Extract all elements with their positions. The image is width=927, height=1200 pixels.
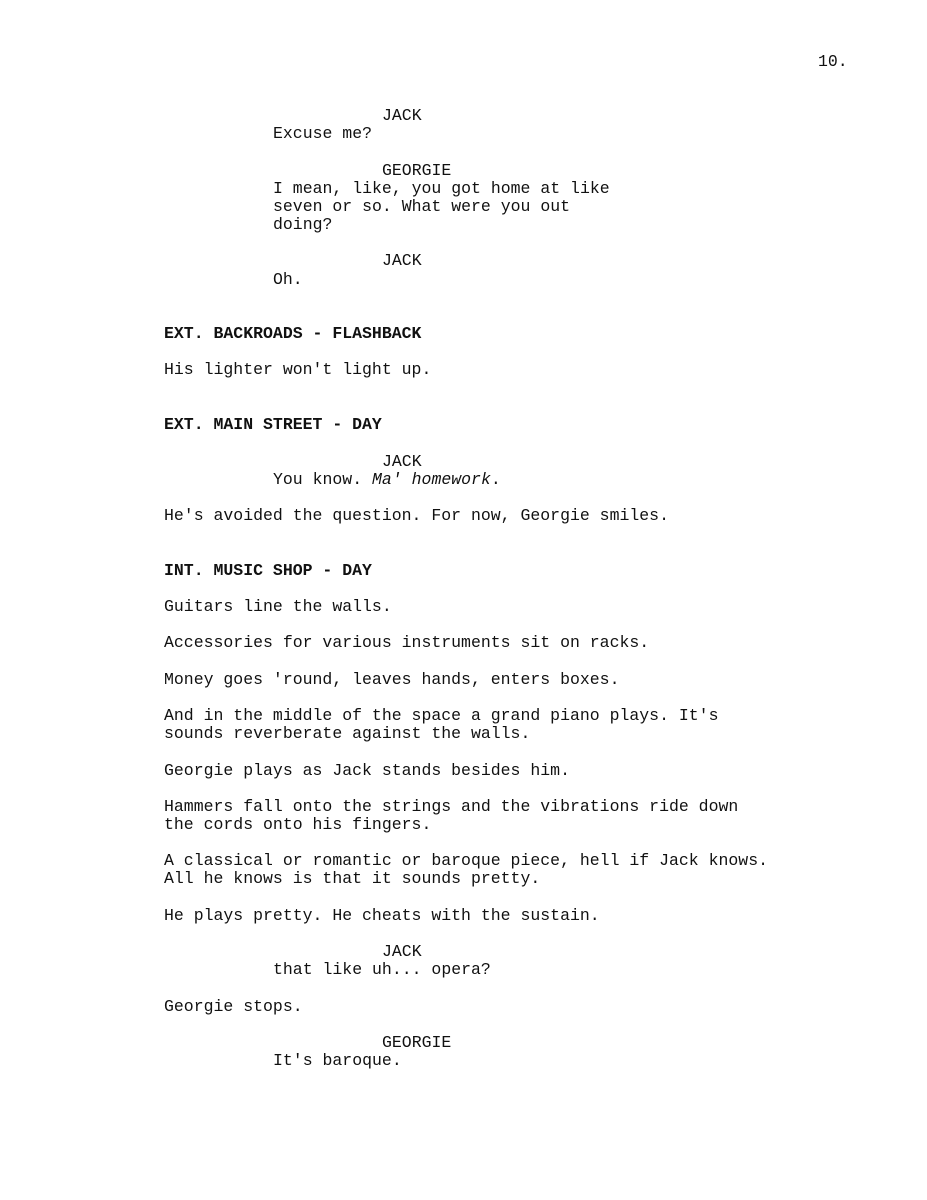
action-line: He's avoided the question. For now, Georgie smiles. [164, 506, 669, 525]
dialogue-text-end: . [490, 470, 501, 489]
action-line: sounds reverberate against the walls. [164, 724, 531, 743]
character-name: GEORGIE [382, 161, 452, 180]
character-name: GEORGIE [382, 1033, 452, 1052]
scene-heading: EXT. MAIN STREET - DAY [164, 415, 382, 434]
dialogue-text: You know. [273, 470, 373, 489]
action-line: All he knows is that it sounds pretty. [164, 869, 541, 888]
action-line: Georgie plays as Jack stands besides him. [164, 761, 570, 780]
action-line: He plays pretty. He cheats with the sustain. [164, 906, 600, 925]
action-line: the cords onto his fingers. [164, 815, 432, 834]
dialogue-italic-text: Ma' homework [372, 470, 491, 489]
dialogue-line: It's baroque. [273, 1051, 402, 1070]
dialogue-line: seven or so. What were you out [273, 197, 571, 216]
character-name: JACK [382, 106, 422, 125]
action-line: His lighter won't light up. [164, 360, 432, 379]
action-line: Money goes 'round, leaves hands, enters boxes. [164, 670, 620, 689]
action-line: Guitars line the walls. [164, 597, 392, 616]
action-line: Accessories for various instruments sit on racks. [164, 633, 650, 652]
dialogue-line: Excuse me? [273, 124, 373, 143]
dialogue-line: doing? [273, 215, 333, 234]
dialogue-line: that like uh... opera? [273, 960, 491, 979]
character-name: JACK [382, 251, 422, 270]
scene-heading: EXT. BACKROADS - FLASHBACK [164, 324, 422, 343]
action-line: Georgie stops. [164, 997, 303, 1016]
scene-heading: INT. MUSIC SHOP - DAY [164, 561, 372, 580]
character-name: JACK [382, 452, 422, 471]
action-line: A classical or romantic or baroque piece, hell if Jack knows. [164, 851, 768, 870]
dialogue-line: I mean, like, you got home at like [273, 179, 610, 198]
action-line: And in the middle of the space a grand piano plays. It's [164, 706, 719, 725]
character-name: JACK [382, 942, 422, 961]
action-line: Hammers fall onto the strings and the vibrations ride down [164, 797, 739, 816]
page-number: 10. [818, 52, 848, 71]
dialogue-line: Oh. [273, 270, 303, 289]
dialogue-line [273, 471, 501, 489]
